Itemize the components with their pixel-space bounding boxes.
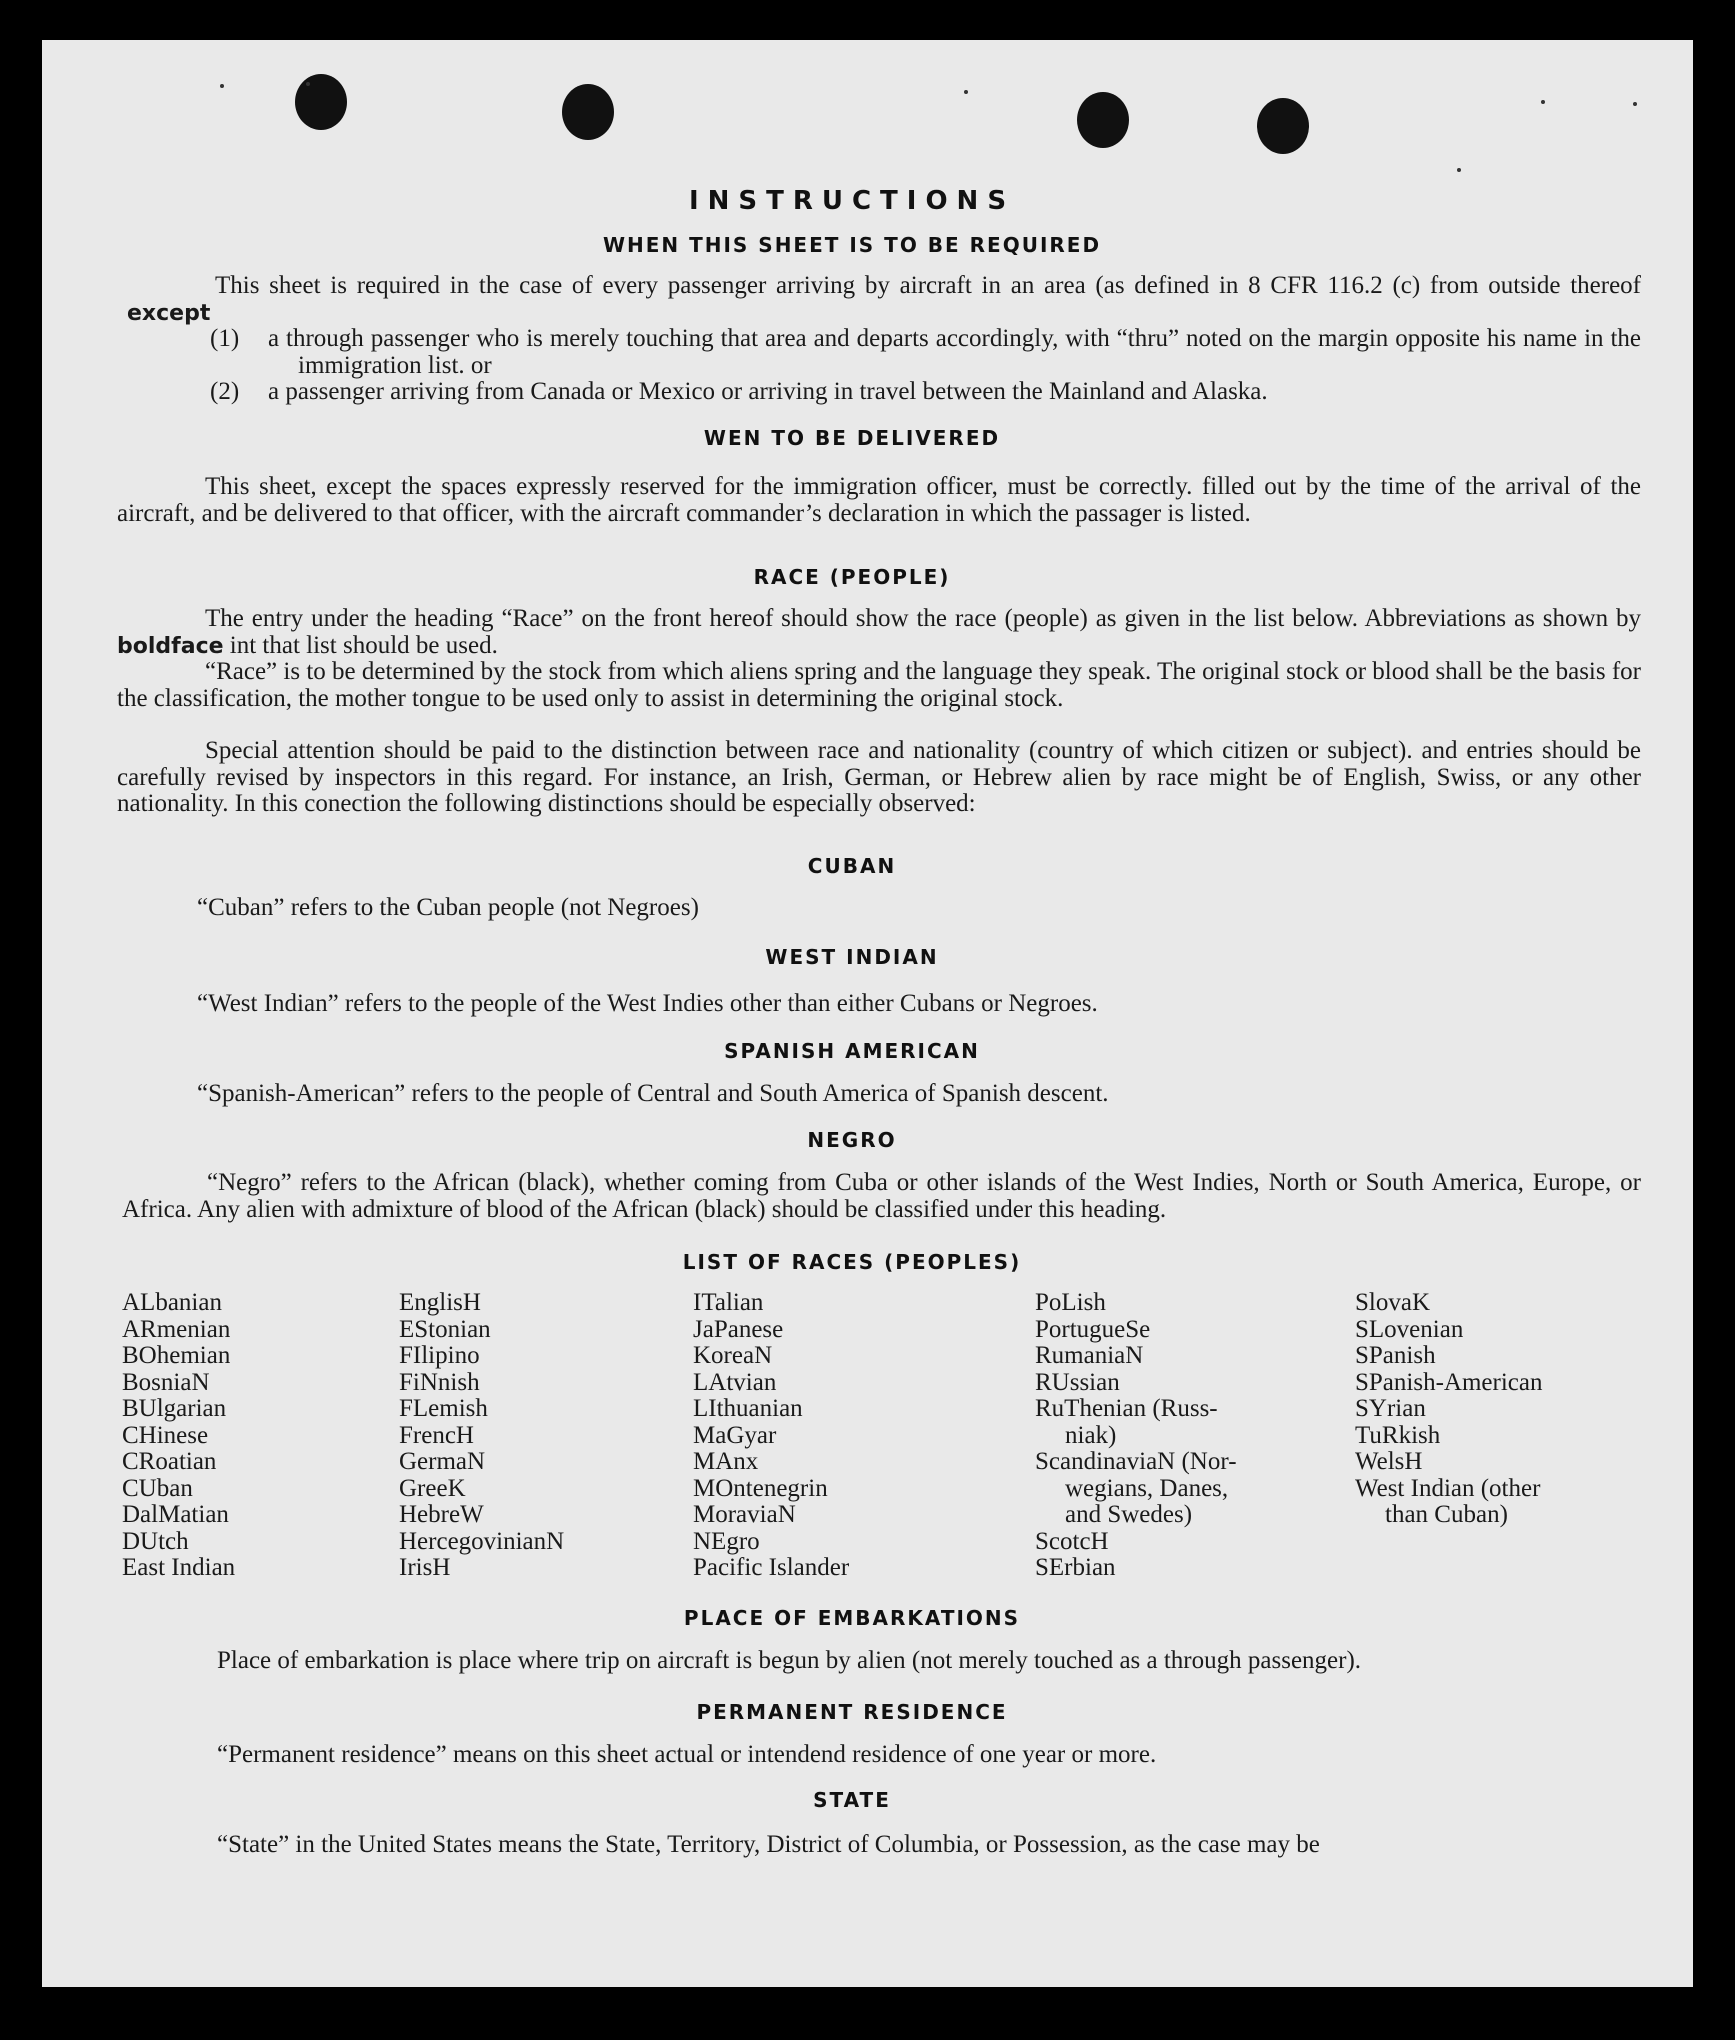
- punch-hole: [562, 84, 614, 140]
- punch-hole: [1257, 98, 1309, 154]
- paragraph-negro: “Negro” refers to the African (black), whether coming from Cuba or other islands of the West Indies, North or South America, Europe, or Africa. Any alien with admixture of blood of the African (black) should be classified under this heading.: [122, 1169, 1641, 1223]
- races-column-3: [693, 1290, 849, 1582]
- race-item: DalMatian: [122, 1501, 229, 1528]
- race-item: CUban: [122, 1474, 193, 1502]
- speck: [1541, 100, 1545, 104]
- race-item: WelsH: [1355, 1448, 1423, 1475]
- race-item: DUtch: [122, 1527, 189, 1555]
- race-item: MAnx: [693, 1448, 759, 1475]
- race-item: RuThenian (Russ-: [1035, 1395, 1218, 1422]
- speck: [1633, 102, 1637, 106]
- heading-place-of-embarkation: PLACE OF EMBARKATIONS: [683, 1606, 1021, 1630]
- race-item: FLemish: [399, 1395, 488, 1422]
- bold-except: except: [127, 300, 211, 326]
- race-item: PoLish: [1035, 1289, 1106, 1316]
- race-item: RUssian: [1035, 1368, 1120, 1396]
- races-column-5: [1355, 1290, 1542, 1529]
- race-item: GermaN: [399, 1448, 486, 1475]
- heading-state: STATE: [813, 1788, 891, 1812]
- item-2-number: (2): [210, 378, 240, 405]
- heading-when-delivered: WEN TO BE DELIVERED: [703, 426, 1001, 450]
- race-item: wegians, Danes,: [1065, 1474, 1229, 1502]
- race-item: BUlgarian: [122, 1395, 227, 1422]
- race-item: FIlipino: [399, 1342, 480, 1369]
- race-item: East Indian: [122, 1554, 236, 1581]
- race-item: MoraviaN: [693, 1501, 796, 1528]
- heading-when-required: WHEN THIS SHEET IS TO BE REQUIRED: [602, 233, 1102, 257]
- races-column-2: [399, 1290, 564, 1582]
- race-item: FrencH: [399, 1421, 474, 1449]
- document-page: [42, 40, 1693, 1987]
- paragraph-when-required: This sheet is required in the case of every passenger arriving by aircraft in an area (as defined in 8 CFR 116.2 (c) from outside thereof except: [127, 272, 1641, 326]
- race-item: CRoatian: [122, 1448, 217, 1475]
- race-item: RumaniaN: [1035, 1342, 1144, 1369]
- race-item: ITalian: [693, 1289, 764, 1316]
- race-item: and Swedes): [1065, 1501, 1193, 1528]
- speck: [964, 90, 968, 94]
- punch-hole: [295, 74, 347, 130]
- race-item: FiNnish: [399, 1368, 480, 1396]
- heading-west-indian: WEST INDIAN: [765, 945, 939, 969]
- races-column-4: [1035, 1290, 1237, 1582]
- race-item: PortugueSe: [1035, 1315, 1151, 1343]
- race-item: IrisH: [399, 1554, 451, 1581]
- race-item: ScandinaviaN (Nor-: [1035, 1448, 1237, 1475]
- item-1-number: (1): [210, 325, 240, 352]
- race-item: LIthuanian: [693, 1395, 803, 1422]
- heading-negro: NEGRO: [807, 1128, 897, 1152]
- race-item: BosniaN: [122, 1368, 210, 1396]
- heading-cuban: CUBAN: [807, 854, 897, 878]
- heading-spanish-american: SPANISH AMERICAN: [724, 1039, 980, 1063]
- speck: [220, 84, 224, 88]
- speck: [1457, 168, 1461, 172]
- paragraph-cuban: “Cuban” refers to the Cuban people (not Negroes): [197, 894, 699, 921]
- race-item: KoreaN: [693, 1342, 773, 1369]
- race-item: ARmenian: [122, 1315, 231, 1343]
- paragraph-state: “State” in the United States means the State, Territory, District of Columbia, or Possession, as the case may be: [217, 1831, 1320, 1858]
- race-item: West Indian (other: [1355, 1474, 1541, 1502]
- speck: [306, 82, 310, 86]
- heading-permanent-residence: PERMANENT RESIDENCE: [696, 1700, 1008, 1724]
- bold-boldface: boldface: [117, 633, 224, 659]
- paragraph-west-indian: “West Indian” refers to the people of the West Indies other than either Cubans or Negroes.: [197, 990, 1098, 1017]
- race-item: LAtvian: [693, 1368, 777, 1396]
- race-item: BOhemian: [122, 1342, 231, 1369]
- race-item: SPanish: [1355, 1342, 1436, 1369]
- race-item: ScotcH: [1035, 1527, 1109, 1555]
- race-item: HebreW: [399, 1501, 484, 1528]
- race-item: EStonian: [399, 1315, 491, 1343]
- race-item: TuRkish: [1355, 1421, 1441, 1449]
- punch-hole: [1077, 92, 1129, 148]
- paragraph-race-3: Special attention should be paid to the distinction between race and nationality (country of which citizen or subject). and entries should be carefully revised by inspectors in this regard. For instance, an Irish, German, or Hebrew alien by race might be of English, Swiss, or any other nationality. In this conection the following distinctions should be especially observed:: [117, 737, 1641, 817]
- paragraph-when-delivered: This sheet, except the spaces expressly reserved for the immigration officer, must be correctly. filled out by the time of the arrival of the aircraft, and be delivered to that officer, with the aircraft commander’s declaration in which the passager is listed.: [117, 473, 1641, 527]
- race-item: SPanish-American: [1355, 1368, 1543, 1396]
- race-item: MaGyar: [693, 1421, 777, 1449]
- race-item: CHinese: [122, 1421, 209, 1449]
- race-item: Pacific Islander: [693, 1554, 850, 1581]
- race-item: JaPanese: [693, 1315, 784, 1343]
- paragraph-permanent-residence: “Permanent residence” means on this sheet actual or intendend residence of one year or more.: [217, 1741, 1157, 1768]
- race-item: SYrian: [1355, 1395, 1426, 1422]
- races-column-1: [122, 1290, 235, 1582]
- paragraph-race-1: The entry under the heading “Race” on the front hereof should show the race (people) as given in the list below. Abbreviations as shown by boldface int that list should be used.: [117, 605, 1641, 659]
- item-2-text: a passenger arriving from Canada or Mexico or arriving in travel between the Mainland and Alaska.: [268, 378, 1268, 405]
- heading-race: RACE (PEOPLE): [753, 565, 951, 589]
- heading-list-of-races: LIST OF RACES (PEOPLES): [682, 1250, 1022, 1274]
- race-item: GreeK: [399, 1474, 466, 1502]
- paragraph-spanish-american: “Spanish-American” refers to the people of Central and South America of Spanish descent.: [197, 1080, 1109, 1107]
- item-1-text: a through passenger who is merely touching that area and departs accordingly, with “thru” noted on the margin opposite his name in the immigration list. or: [268, 325, 1641, 379]
- race-item: MOntenegrin: [693, 1474, 828, 1502]
- paragraph-place-of-embarkation: Place of embarkation is place where trip on aircraft is begun by alien (not merely touched as a through passenger).: [217, 1647, 1362, 1674]
- race-item: than Cuban): [1385, 1501, 1508, 1528]
- race-item: ALbanian: [122, 1289, 222, 1316]
- paragraph-race-2: “Race” is to be determined by the stock from which aliens spring and the language they speak. The original stock or blood shall be the basis for the classification, the mother tongue to be used only to assist in determining the original stock.: [117, 658, 1641, 712]
- race-item: SlovaK: [1355, 1289, 1430, 1316]
- race-item: EnglisH: [399, 1289, 481, 1316]
- race-item: NEgro: [693, 1527, 760, 1555]
- race-item: niak): [1065, 1421, 1117, 1449]
- race-item: SLovenian: [1355, 1315, 1464, 1343]
- race-item: SErbian: [1035, 1554, 1116, 1581]
- page-title: INSTRUCTIONS: [688, 186, 1016, 216]
- race-item: HercegovinianN: [399, 1527, 565, 1555]
